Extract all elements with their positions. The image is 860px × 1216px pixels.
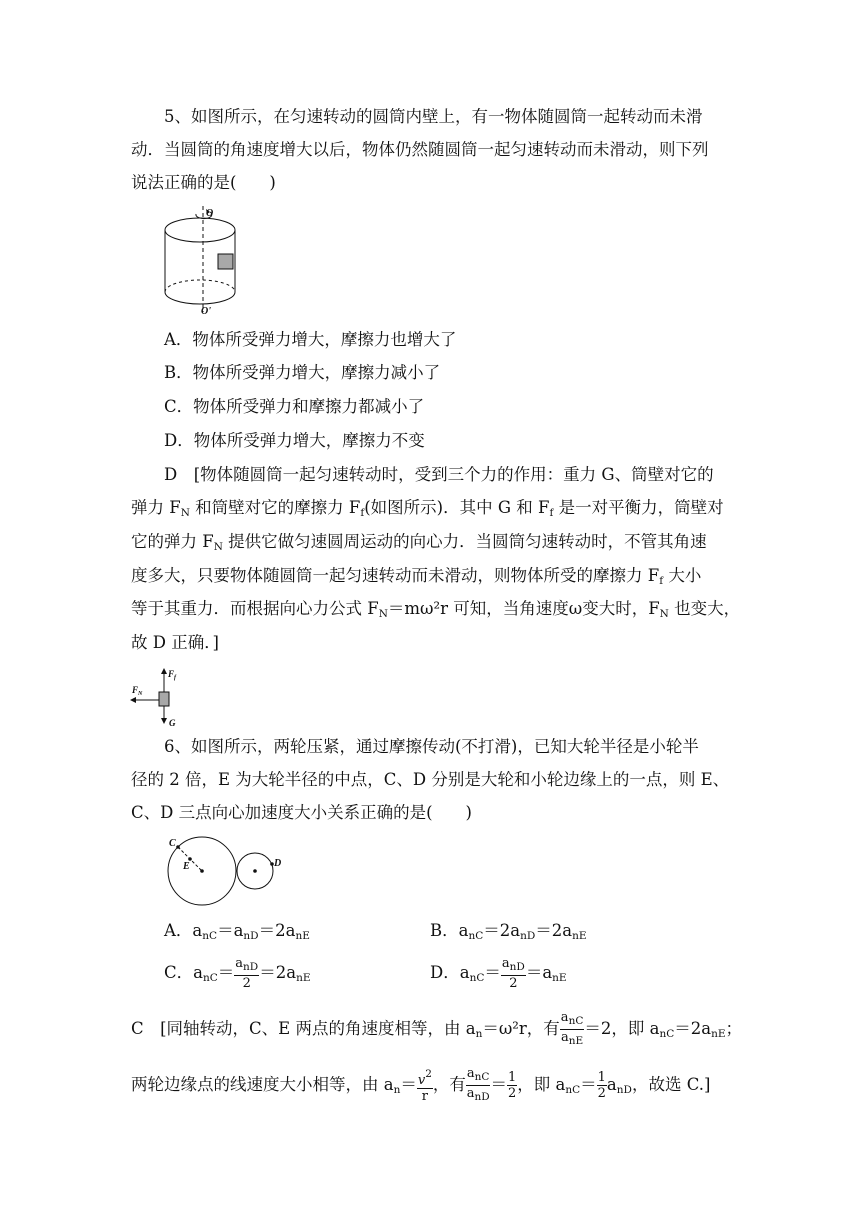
fraction-one-half: $\frac{1}{2}$ <box>597 1070 606 1101</box>
q6-stem-line-1: 6、如图所示，两轮压紧，通过摩擦传动(不打滑)，已知大轮半径是小轮半 <box>164 737 699 756</box>
point-d-label: D <box>274 858 282 869</box>
fraction-v2-over-r: $\frac{v^2}{r}$ <box>417 1068 432 1104</box>
q6-stem-line-2: 径的 2 倍，E 为大轮半径的中点，C、D 分别是大轮和小轮边缘上的一点，则 E、 <box>131 770 730 789</box>
q5-answer-line-4: 度多大，只要物体随圆筒一起匀速转动而未滑动，则物体所受的摩擦力 $F_f$ 大小 <box>131 566 702 587</box>
q6-answer-line-2: 两轮边缘点的线速度大小相等，由 $a_n=$ $\frac{v^2}{r}$ ，有 $\frac{a_{nC}}{a_{nD}}$ ＝ $\frac{1}{2}$ ，即 $a_{nC}=$ $\frac{1}{2}$ $a_{nD}$，故选 C.] <box>131 1066 711 1104</box>
q5-stem-line-2: 动．当圆筒的角速度增大以后，物体仍然随圆筒一起匀速转动而未滑动，则下列 <box>131 140 709 159</box>
friction-wheels-figure <box>160 834 290 910</box>
q5-option-a: A．物体所受弹力增大，摩擦力也增大了 <box>164 330 457 349</box>
q6-stem-line-3: C、D 三点向心加速度大小关系正确的是( ) <box>131 803 472 822</box>
q5-answer-line-5: 等于其重力．而根据向心力公式 $F_N=m\omega^2r$ 可知，当角速度ω变大时，$F_N$ 也变大， <box>131 599 741 620</box>
fraction-anc-over-ane: $\frac{a_{nC}}{a_{nE}}$ <box>560 1010 584 1047</box>
q5-option-b: B．物体所受弹力增大，摩擦力减小了 <box>164 363 441 382</box>
q5-stem-line-1: 5、如图所示，在匀速转动的圆筒内壁上，有一物体随圆筒一起转动而未滑 <box>164 107 703 126</box>
fraction-and-over-2: $\frac{a_{nD}}{2}$ <box>235 956 259 991</box>
force-diagram <box>128 666 188 728</box>
q6-answer-line-1: C [同轴转动，C、E 两点的角速度相等，由 $a_n=\omega^2r$，有 $\frac{a_{nC}}{a_{nE}}$ ＝2，即 $a_{nC}=2a_{nE}$； <box>131 1010 743 1047</box>
rotating-cylinder-figure <box>160 204 250 316</box>
q5-stem-line-3: 说法正确的是( ) <box>131 173 276 192</box>
object-block <box>218 254 233 269</box>
q5-option-d: D．物体所受弹力增大，摩擦力不变 <box>164 431 425 450</box>
q6-option-a: A．$a_{nC}=a_{nD}=2a_{nE}$ <box>164 921 310 942</box>
q5-option-c: C．物体所受弹力和摩擦力都减小了 <box>164 397 425 416</box>
fraction-and-over-2: $\frac{a_{nD}}{2}$ <box>501 956 525 991</box>
gravity-label: G <box>169 718 176 728</box>
force-object-block <box>159 692 169 706</box>
q6-option-b: B．$a_{nC}=2a_{nD}=2a_{nE}$ <box>430 921 587 942</box>
q5-answer-line-1: D [物体随圆筒一起匀速转动时，受到三个力的作用：重力 G、筒壁对它的 <box>164 465 714 484</box>
point-e-label: E <box>183 861 190 872</box>
q5-answer-line-3: 它的弹力 $F_N$ 提供它做匀速圆周运动的向心力．当圆筒匀速转动时，不管其角速 <box>131 532 707 553</box>
q6-option-c: C．$a_{nC}=$ $\frac{a_{nD}}{2}$ $=2a_{nE}$ <box>164 956 311 991</box>
q5-answer-line-6: 故 D 正确．] <box>131 633 219 652</box>
q5-answer-line-2: 弹力 $F_N$ 和筒壁对它的摩擦力 $F_f$(如图所示)．其中 G 和 $F_f$ 是一对平衡力，筒壁对 <box>131 498 724 519</box>
friction-force-label: $F_f$ <box>168 669 177 681</box>
q6-option-d: D．$a_{nC}=$ $\frac{a_{nD}}{2}$ $=a_{nE}$ <box>430 956 567 991</box>
axis-label-o-prime: O' <box>201 306 211 316</box>
point-c-label: C <box>169 838 176 849</box>
axis-label-o: O <box>206 208 214 219</box>
fraction-anc-over-and: $\frac{a_{nC}}{a_{nD}}$ <box>466 1066 490 1103</box>
fraction-one-half: $\frac{1}{2}$ <box>507 1070 517 1101</box>
normal-force-label: $F_N$ <box>132 685 143 697</box>
